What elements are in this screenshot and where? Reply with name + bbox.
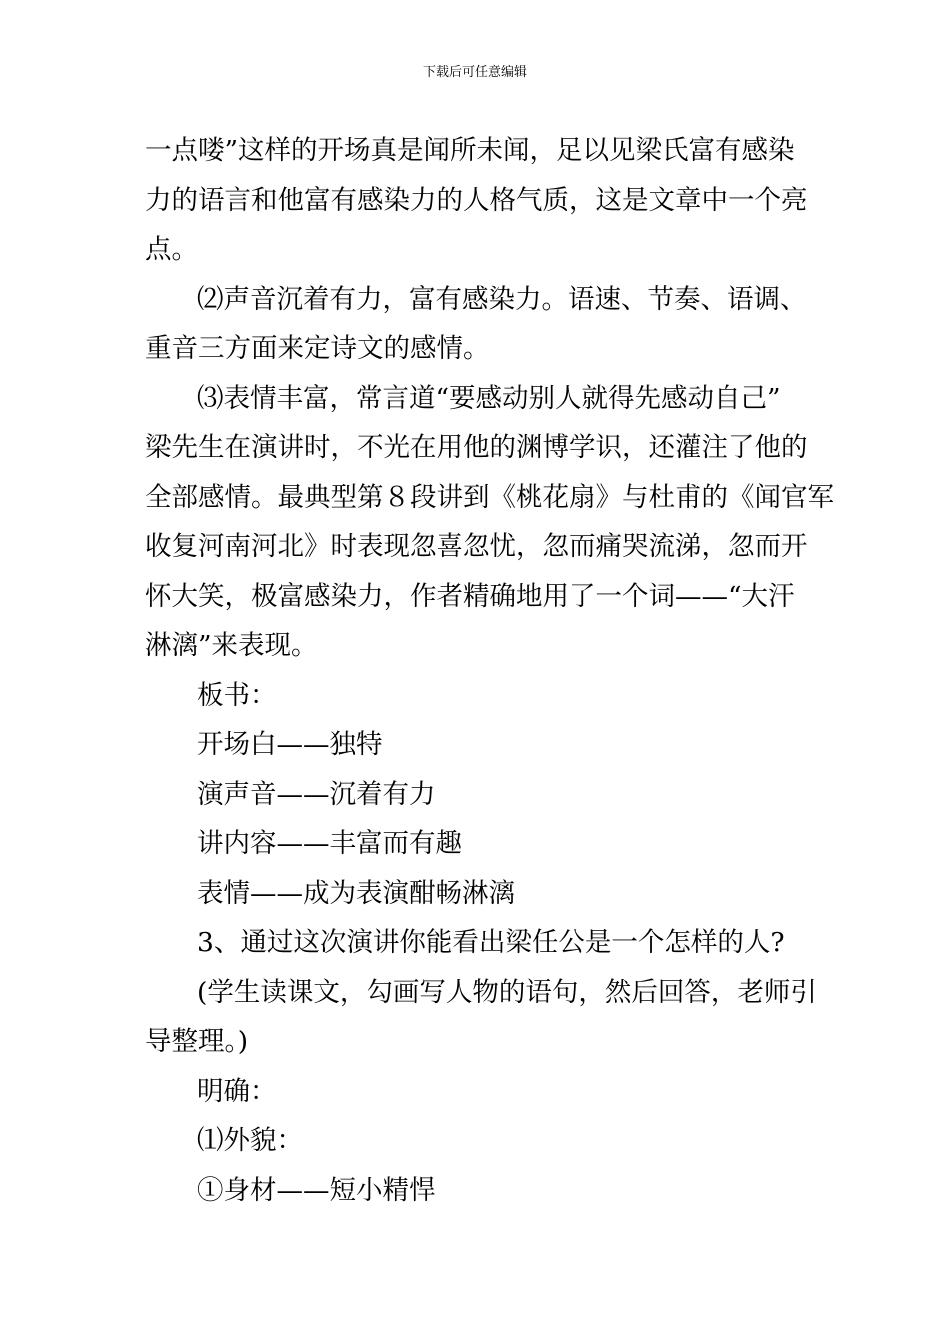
text-line: ⑶表情丰富，常言道“要感动别人就得先感动自己” bbox=[197, 382, 781, 414]
question-line: 3、通过这次演讲你能看出梁任公是一个怎样的人? bbox=[197, 927, 785, 958]
text-line: 点。 bbox=[145, 234, 198, 265]
text-line: ⑵声音沉着有力，富有感染力。语速、节奏、语调、 bbox=[197, 283, 807, 315]
text-line: ⑴外貌： bbox=[197, 1125, 303, 1156]
text-line: 力的语言和他富有感染力的人格气质，这是文章中一个亮 bbox=[145, 184, 808, 216]
document-body bbox=[145, 126, 834, 1215]
text-line: 淋漓”来表现。 bbox=[145, 630, 318, 661]
board-item: 演声音——沉着有力 bbox=[197, 778, 436, 810]
text-line: 怀大笑，极富感染力，作者精确地用了一个词——“大汗 bbox=[145, 580, 795, 612]
text-line: 重音三方面来定诗文的感情。 bbox=[145, 333, 490, 364]
text-line: 梁先生在演讲时，不光在用他的渊博学识，还灌注了他的 bbox=[145, 432, 808, 463]
board-item: 讲内容——丰富而有趣 bbox=[197, 828, 462, 859]
text-line: 一点喽”这样的开场真是闻所未闻，足以见梁氏富有感染 bbox=[145, 135, 795, 166]
text-line: (学生读课文，勾画写人物的语句，然后回答，老师引 bbox=[197, 976, 817, 1008]
board-item: 表情——成为表演酣畅淋漓 bbox=[197, 877, 515, 909]
text-line: ①身材——短小精悍 bbox=[197, 1174, 436, 1206]
page-header: 下载后可任意编辑 bbox=[422, 65, 527, 80]
text-line: 明确： bbox=[197, 1075, 277, 1107]
text-line: 全部感情。最典型第８段讲到《桃花扇》与杜甫的《闻官军 bbox=[145, 481, 834, 513]
board-item: 开场白——独特 bbox=[197, 729, 383, 760]
text-line: 导整理。) bbox=[145, 1026, 249, 1057]
text-line: 收复河南河北》时表现忽喜忽忧，忽而痛哭流涕，忽而开 bbox=[145, 531, 808, 562]
board-title: 板书： bbox=[197, 679, 277, 711]
